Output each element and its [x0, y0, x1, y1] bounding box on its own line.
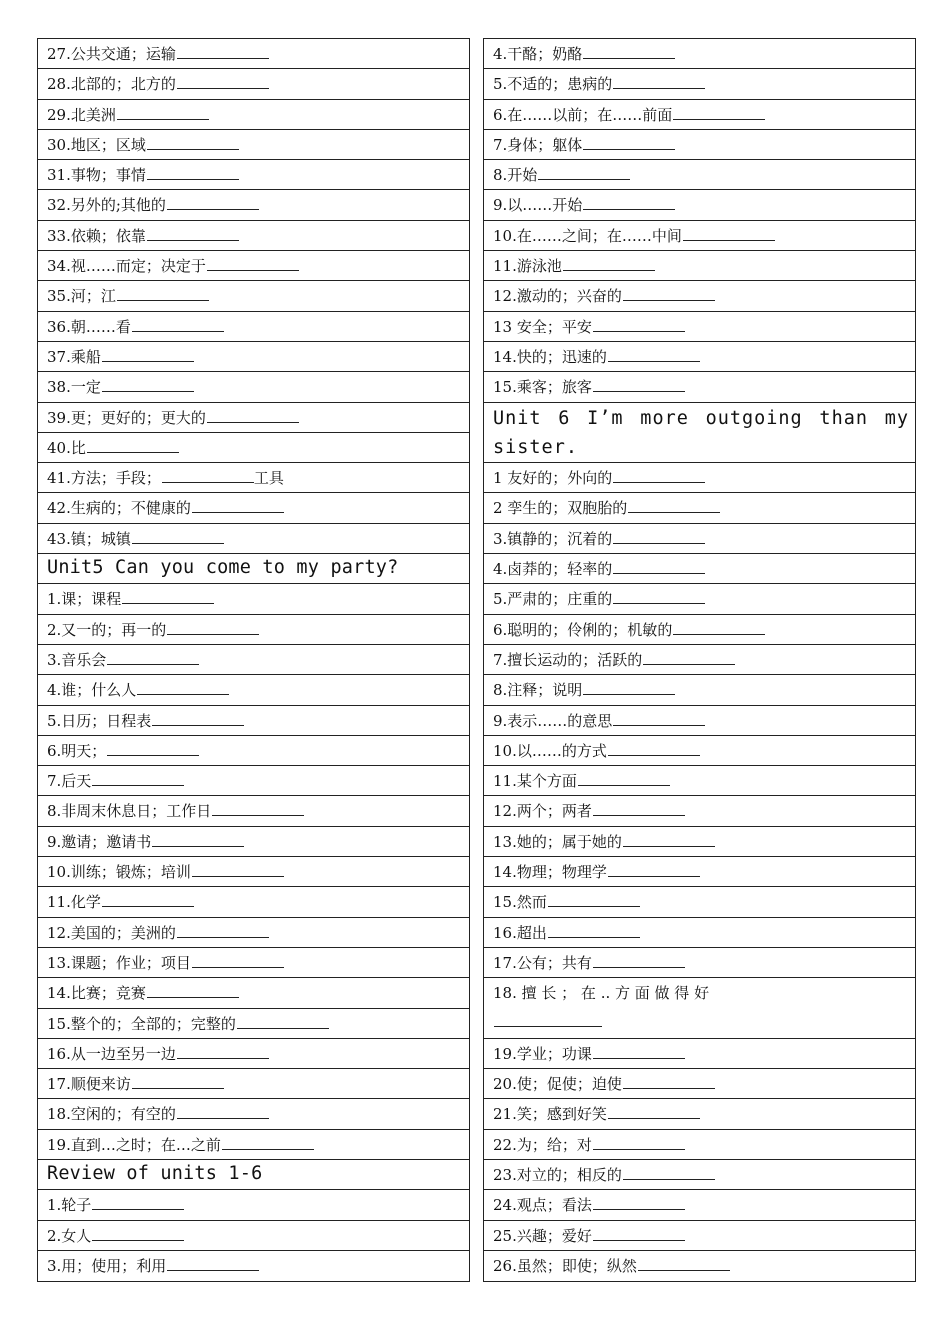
- vocab-row: [484, 584, 915, 614]
- vocab-row: [38, 706, 469, 736]
- answer-blank[interactable]: [192, 861, 284, 877]
- vocab-row: [38, 524, 469, 554]
- vocab-row: [38, 1099, 469, 1129]
- answer-blank[interactable]: [608, 346, 700, 362]
- answer-blank[interactable]: [237, 1013, 329, 1029]
- vocab-prompt: 38.一定: [47, 378, 101, 397]
- vocab-prompt: 18.空闲的；有空的: [47, 1105, 176, 1124]
- vocab-row: [38, 1130, 469, 1160]
- answer-blank[interactable]: [102, 376, 194, 392]
- vocab-row: [484, 1130, 915, 1160]
- answer-blank[interactable]: [87, 437, 179, 453]
- vocab-row: [484, 281, 915, 311]
- vocab-row: [38, 463, 469, 493]
- answer-blank[interactable]: [548, 891, 640, 907]
- vocab-row: [484, 1160, 915, 1190]
- vocab-prompt: 12.激动的；兴奋的: [493, 287, 622, 306]
- vocab-row: [484, 493, 915, 523]
- answer-blank[interactable]: [613, 710, 705, 726]
- vocab-row: [38, 766, 469, 796]
- vocab-prompt: 18. 擅 长 ； 在 .. 方 面 做 得 好: [493, 984, 710, 1003]
- unit-heading: [38, 554, 469, 584]
- vocab-row: [38, 948, 469, 978]
- answer-blank[interactable]: [593, 800, 685, 816]
- answer-blank[interactable]: [538, 164, 630, 180]
- answer-blank[interactable]: [628, 497, 720, 513]
- vocab-prompt: 40.比: [47, 438, 86, 457]
- answer-blank[interactable]: [673, 619, 765, 635]
- vocab-prompt: 5.不适的；患病的: [493, 75, 613, 94]
- answer-blank[interactable]: [638, 1255, 730, 1271]
- answer-blank[interactable]: [147, 225, 239, 241]
- vocab-row: [38, 69, 469, 99]
- vocab-row: [484, 706, 915, 736]
- vocab-row: [484, 918, 915, 948]
- answer-blank[interactable]: [608, 1103, 700, 1119]
- answer-blank[interactable]: [167, 194, 259, 210]
- vocab-row: [484, 312, 915, 342]
- answer-blank[interactable]: [623, 831, 715, 847]
- vocab-row: [38, 160, 469, 190]
- vocab-row: [38, 584, 469, 614]
- answer-blank[interactable]: [152, 710, 244, 726]
- vocab-prompt: 8.注释；说明: [493, 681, 583, 700]
- vocab-row: [484, 736, 915, 766]
- vocab-prompt: 15.整个的；全部的；完整的: [47, 1014, 236, 1033]
- vocab-prompt: 9.以……开始: [493, 196, 583, 215]
- vocab-row: [38, 221, 469, 251]
- answer-blank[interactable]: [613, 467, 705, 483]
- vocab-prompt: 2 孪生的；双胞胎的: [493, 499, 628, 518]
- vocab-prompt: 13 安全；平安: [493, 317, 592, 336]
- answer-blank[interactable]: [593, 1134, 685, 1150]
- vocab-row: [38, 1009, 469, 1039]
- vocab-prompt: 28.北部的；北方的: [47, 75, 176, 94]
- vocab-prompt: 30.地区；区域: [47, 135, 146, 154]
- vocab-row: [484, 372, 915, 402]
- answer-blank[interactable]: [152, 831, 244, 847]
- answer-blank[interactable]: [613, 73, 705, 89]
- answer-blank[interactable]: [162, 467, 254, 483]
- vocab-prompt: 10.在……之间；在……中间: [493, 226, 682, 245]
- answer-blank[interactable]: [132, 1073, 224, 1089]
- answer-blank[interactable]: [92, 1194, 184, 1210]
- vocab-prompt: 5.日历；日程表: [47, 711, 152, 730]
- vocab-prompt: 13.她的；属于她的: [493, 832, 622, 851]
- vocab-prompt: 5.严肃的；庄重的: [493, 590, 613, 609]
- unit-heading-text: Unit 6 I’m more outgoing than my sister.: [493, 407, 909, 458]
- vocab-row: [484, 1069, 915, 1099]
- answer-blank[interactable]: [593, 1043, 685, 1059]
- answer-blank[interactable]: [548, 922, 640, 938]
- vocab-row: [38, 675, 469, 705]
- vocab-prompt: 3.镇静的；沉着的: [493, 529, 613, 548]
- vocab-row: [38, 736, 469, 766]
- vocab-row: [484, 675, 915, 705]
- answer-blank[interactable]: [623, 1164, 715, 1180]
- answer-blank[interactable]: [583, 134, 675, 150]
- vocab-prompt: 17.公有；共有: [493, 953, 592, 972]
- answer-blank[interactable]: [117, 285, 209, 301]
- answer-blank[interactable]: [583, 679, 675, 695]
- vocab-prompt: 35.河；江: [47, 287, 116, 306]
- vocab-prompt: 34.视……而定；决定于: [47, 257, 206, 276]
- vocab-row: [38, 493, 469, 523]
- answer-blank[interactable]: [578, 770, 670, 786]
- left-vocabulary-column: [37, 38, 470, 1282]
- vocab-prompt: 15.然而: [493, 893, 547, 912]
- answer-blank[interactable]: [102, 346, 194, 362]
- vocab-row: [484, 463, 915, 493]
- vocab-row: [484, 1190, 915, 1220]
- answer-blank[interactable]: [593, 376, 685, 392]
- vocab-row: [38, 857, 469, 887]
- answer-blank[interactable]: [147, 134, 239, 150]
- vocab-row: [38, 887, 469, 917]
- vocab-prompt: 42.生病的；不健康的: [47, 499, 191, 518]
- vocab-prompt: 15.乘客；旅客: [493, 378, 592, 397]
- answer-blank[interactable]: [132, 528, 224, 544]
- vocab-row: [38, 1190, 469, 1220]
- vocab-row: [38, 1251, 469, 1281]
- vocab-row: [38, 1221, 469, 1251]
- answer-blank[interactable]: [613, 588, 705, 604]
- vocab-row: [484, 524, 915, 554]
- answer-blank[interactable]: [207, 407, 299, 423]
- vocab-prompt: 23.对立的；相反的: [493, 1165, 622, 1184]
- vocab-prompt: 6.在……以前；在……前面: [493, 105, 673, 124]
- answer-blank[interactable]: [207, 255, 299, 271]
- answer-blank[interactable]: [177, 43, 269, 59]
- vocab-prompt: 22.为；给；对: [493, 1135, 592, 1154]
- vocab-prompt: 10.训练；锻炼；培训: [47, 863, 191, 882]
- vocab-row: [484, 100, 915, 130]
- vocab-prompt: 39.更；更好的；更大的: [47, 408, 206, 427]
- vocab-prompt: 16.从一边至另一边: [47, 1044, 176, 1063]
- vocab-prompt: 3.音乐会: [47, 650, 107, 669]
- vocab-row: [484, 1251, 915, 1281]
- vocab-prompt: 12.两个；两者: [493, 802, 592, 821]
- answer-blank[interactable]: [583, 43, 675, 59]
- vocab-row: [484, 160, 915, 190]
- vocab-row: [484, 978, 915, 1039]
- answer-blank[interactable]: [167, 1255, 259, 1271]
- vocab-row: [38, 403, 469, 433]
- vocab-prompt: 20.使；促使；迫使: [493, 1075, 622, 1094]
- answer-blank[interactable]: [147, 982, 239, 998]
- vocab-prompt: 11.某个方面: [493, 772, 577, 791]
- vocab-row: [38, 1039, 469, 1069]
- vocab-prompt: 11.化学: [47, 893, 101, 912]
- vocab-prompt: 13.课题；作业；项目: [47, 953, 191, 972]
- answer-blank[interactable]: [613, 528, 705, 544]
- vocab-row: [484, 190, 915, 220]
- unit-heading-text: Review of units 1-6: [47, 1162, 263, 1184]
- answer-blank[interactable]: [673, 104, 765, 120]
- vocab-prompt: 12.美国的；美洲的: [47, 923, 176, 942]
- vocab-prompt: 26.虽然；即使；纵然: [493, 1256, 637, 1275]
- vocab-prompt: 11.游泳池: [493, 257, 562, 276]
- vocab-row: [484, 615, 915, 645]
- vocab-prompt: 14.快的；迅速的: [493, 347, 607, 366]
- vocab-prompt: 33.依赖；依靠: [47, 226, 146, 245]
- vocab-prompt: 41.方法；手段；: [47, 469, 161, 488]
- vocab-row: [38, 251, 469, 281]
- vocab-prompt: 6.聪明的；伶俐的；机敏的: [493, 620, 673, 639]
- unit-heading: [38, 1160, 469, 1190]
- vocab-prompt: 19.学业；功课: [493, 1044, 592, 1063]
- answer-blank[interactable]: [608, 740, 700, 756]
- vocab-prompt: 14.比赛；竞赛: [47, 984, 146, 1003]
- answer-blank[interactable]: [92, 770, 184, 786]
- vocab-prompt: 29.北美洲: [47, 105, 116, 124]
- vocab-prompt: 27.公共交通；运输: [47, 45, 176, 63]
- vocab-prompt: 37.乘船: [47, 347, 101, 366]
- vocab-prompt: 8.非周末休息日；工作日: [47, 802, 212, 821]
- vocab-prompt: 17.顺便来访: [47, 1075, 131, 1094]
- vocab-prompt: 7.后天: [47, 772, 92, 791]
- vocab-row: [484, 766, 915, 796]
- answer-blank[interactable]: [222, 1134, 314, 1150]
- vocab-row: [484, 130, 915, 160]
- vocab-row: [38, 39, 469, 69]
- vocab-prompt: 4.卤莽的；轻率的: [493, 560, 613, 579]
- vocab-row: [38, 645, 469, 675]
- vocab-row: [484, 1099, 915, 1129]
- vocab-prompt: 9.表示……的意思: [493, 711, 613, 730]
- answer-blank[interactable]: [177, 1103, 269, 1119]
- vocab-prompt: 19.直到…之时；在…之前: [47, 1135, 221, 1154]
- right-vocabulary-column: [483, 38, 916, 1282]
- answer-blank[interactable]: [593, 952, 685, 968]
- vocab-prompt: 1 友好的；外向的: [493, 469, 613, 488]
- answer-blank[interactable]: [147, 164, 239, 180]
- vocab-row: [38, 1069, 469, 1099]
- answer-blank[interactable]: [683, 225, 775, 241]
- answer-blank[interactable]: [137, 679, 229, 695]
- vocab-row: [484, 554, 915, 584]
- vocab-prompt: 16.超出: [493, 923, 547, 942]
- vocab-row: [38, 827, 469, 857]
- answer-blank[interactable]: [92, 1225, 184, 1241]
- vocab-prompt: 9.邀请；邀请书: [47, 832, 152, 851]
- vocab-row: [484, 1039, 915, 1069]
- vocab-row: [38, 342, 469, 372]
- vocab-prompt: 25.兴趣；爱好: [493, 1226, 592, 1245]
- answer-blank[interactable]: [102, 891, 194, 907]
- vocab-prompt: 6.明天；: [47, 741, 107, 760]
- vocab-row: [38, 918, 469, 948]
- vocab-row: [484, 39, 915, 69]
- vocab-prompt: 7.身体；躯体: [493, 135, 583, 154]
- answer-blank[interactable]: [107, 740, 199, 756]
- vocab-prompt: 21.笑；感到好笑: [493, 1105, 607, 1124]
- answer-blank[interactable]: [177, 922, 269, 938]
- answer-blank[interactable]: [212, 800, 304, 816]
- vocab-prompt: 4.干酪；奶酪: [493, 45, 583, 63]
- answer-blank[interactable]: [122, 588, 214, 604]
- unit-heading-text: Unit5 Can you come to my party?: [47, 557, 399, 579]
- vocab-row: [484, 69, 915, 99]
- answer-blank[interactable]: [608, 861, 700, 877]
- vocab-row: [484, 827, 915, 857]
- vocab-row: [484, 342, 915, 372]
- vocab-row: [38, 281, 469, 311]
- vocab-prompt: 7.擅长运动的；活跃的: [493, 650, 643, 669]
- answer-blank[interactable]: [583, 194, 675, 210]
- vocab-row: [484, 645, 915, 675]
- answer-blank[interactable]: [593, 1194, 685, 1210]
- vocab-prompt: 14.物理；物理学: [493, 863, 607, 882]
- vocab-row: [38, 978, 469, 1008]
- vocab-suffix: 工具: [253, 469, 284, 488]
- vocab-row: [38, 100, 469, 130]
- vocab-prompt: 31.事物；事情: [47, 166, 146, 185]
- answer-blank[interactable]: [643, 649, 735, 665]
- answer-blank[interactable]: [613, 558, 705, 574]
- vocab-row: [38, 433, 469, 463]
- vocab-prompt: 10.以……的方式: [493, 741, 607, 760]
- vocab-prompt: 43.镇；城镇: [47, 529, 131, 548]
- answer-blank[interactable]: [563, 255, 655, 271]
- vocab-row: [38, 796, 469, 826]
- answer-blank[interactable]: [192, 952, 284, 968]
- vocab-row: [484, 221, 915, 251]
- vocab-prompt: 24.观点；看法: [493, 1196, 592, 1215]
- answer-blank[interactable]: [132, 316, 224, 332]
- vocab-prompt: 8.开始: [493, 166, 538, 185]
- vocab-row: [38, 130, 469, 160]
- answer-blank[interactable]: [117, 104, 209, 120]
- vocab-prompt: 2.又一的；再一的: [47, 620, 167, 639]
- answer-blank[interactable]: [107, 649, 199, 665]
- answer-blank[interactable]: [167, 619, 259, 635]
- vocab-row: [484, 887, 915, 917]
- vocab-prompt: 32.另外的;其他的: [47, 196, 166, 215]
- answer-blank[interactable]: [593, 1225, 685, 1241]
- answer-blank[interactable]: [177, 1043, 269, 1059]
- answer-blank[interactable]: [623, 285, 715, 301]
- unit-heading: [484, 403, 915, 464]
- vocab-prompt: 2.女人: [47, 1226, 92, 1245]
- vocab-row: [484, 948, 915, 978]
- vocab-row: [484, 1221, 915, 1251]
- vocab-row: [484, 857, 915, 887]
- vocab-prompt: 36.朝……看: [47, 317, 131, 336]
- vocab-row: [38, 615, 469, 645]
- vocab-row: [38, 312, 469, 342]
- answer-blank[interactable]: [494, 1011, 602, 1027]
- vocab-row: [38, 372, 469, 402]
- answer-blank[interactable]: [192, 497, 284, 513]
- vocab-prompt: 1.轮子: [47, 1196, 92, 1215]
- vocab-prompt: 4.谁；什么人: [47, 681, 137, 700]
- vocab-row: [484, 251, 915, 281]
- vocab-prompt: 3.用；使用；利用: [47, 1256, 167, 1275]
- vocab-row: [38, 190, 469, 220]
- answer-blank[interactable]: [177, 73, 269, 89]
- answer-blank[interactable]: [593, 316, 685, 332]
- answer-blank[interactable]: [623, 1073, 715, 1089]
- vocab-row: [484, 796, 915, 826]
- vocab-prompt: 1.课；课程: [47, 590, 122, 609]
